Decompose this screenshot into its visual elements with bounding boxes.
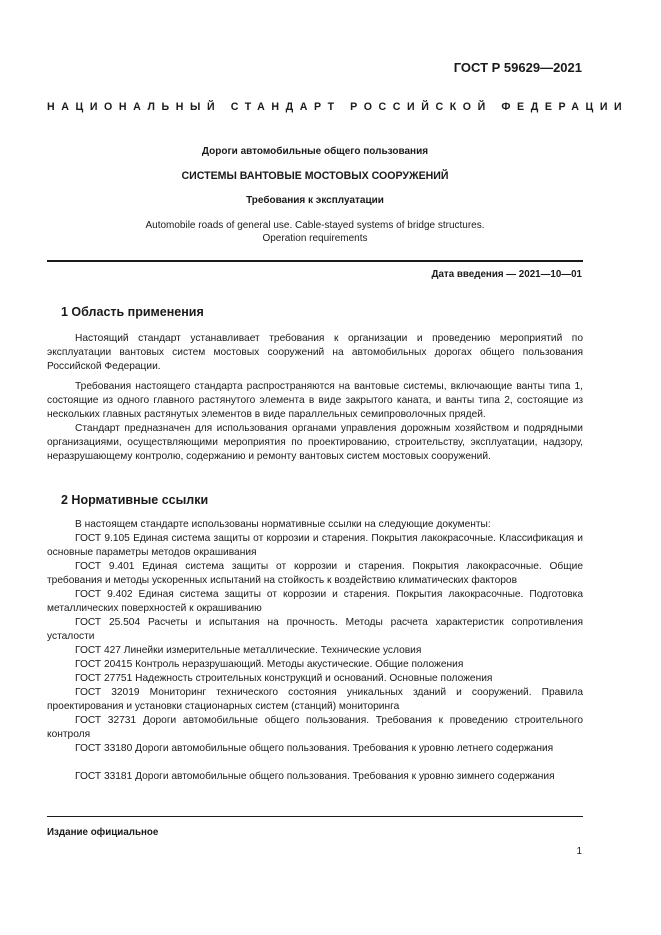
reference-item: ГОСТ 32731 Дороги автомобильные общего пользования. Требования к проведению строительного контроля: [47, 715, 583, 740]
reference-item: ГОСТ 20415 Контроль неразрушающий. Методы акустические. Общие положения: [75, 659, 464, 670]
section-heading: 2 Нормативные ссылки: [61, 493, 209, 507]
reference-item: ГОСТ 27751 Надежность строительных конструкций и оснований. Основные положения: [75, 673, 493, 684]
reference-item: ГОСТ 32019 Мониторинг технического состояния уникальных зданий и сооружений. Правила проектирования и установки стационарных систем (станций) мониторинга: [47, 687, 583, 712]
paragraph: Настоящий стандарт устанавливает требования к организации и проведению мероприятий по эксплуатации вантовых систем мостовых сооружений на автомобильных дорогах общего пользования Российской Федерации.: [47, 333, 583, 372]
national-standard-heading: НАЦИОНАЛЬНЫЙ СТАНДАРТ РОССИЙСКОЙ ФЕДЕРАЦИИ: [47, 101, 629, 113]
paragraph: Стандарт предназначен для использования органами управления дорожным хозяйством и подрядными организациями, осуществляющими мероприятия по проектированию, строительству, эксплуатации, надзору, неразрушающему контролю, содержанию и ремонту вантовых систем мостовых сооружений.: [47, 423, 583, 462]
title-main: СИСТЕМЫ ВАНТОВЫЕ МОСТОВЫХ СООРУЖЕНИЙ: [181, 170, 449, 182]
paragraph: В настоящем стандарте использованы нормативные ссылки на следующие документы:: [75, 519, 491, 530]
paragraph: Требования настоящего стандарта распространяются на вантовые системы, включающие ванты типа 1, состоящие из одного главного растянутого элемента в виде закрытого каната, и ванты типа 2, состоящие из нескольких главных растянутых элементов в виде параллельных семипроволочных прядей.: [47, 381, 583, 420]
title-english-line2: Operation requirements: [262, 233, 368, 244]
reference-item: ГОСТ 25.504 Расчеты и испытания на прочность. Методы расчета характеристик сопротивления усталости: [47, 617, 583, 642]
reference-item: ГОСТ 9.402 Единая система защиты от коррозии и старения. Покрытия лакокрасочные. Подготовка металлических поверхностей к окрашиванию: [47, 589, 583, 614]
reference-item: ГОСТ 427 Линейки измерительные металлические. Технические условия: [75, 645, 422, 656]
section-heading: 1 Область применения: [61, 305, 204, 319]
footer-divider: [47, 816, 583, 817]
standard-code: ГОСТ Р 59629—2021: [453, 60, 582, 75]
edition-label: Издание официальное: [47, 827, 159, 838]
title-roads: Дороги автомобильные общего пользования: [201, 146, 429, 157]
reference-item: ГОСТ 9.401 Единая система защиты от коррозии и старения. Покрытия лакокрасочные. Общие требования и методы ускоренных испытаний на стойкость к воздействию климатических факторов: [47, 561, 583, 586]
reference-item: ГОСТ 33181 Дороги автомобильные общего пользования. Требования к уровню зимнего содержания: [75, 771, 555, 782]
title-requirements: Требования к эксплуатации: [246, 195, 384, 206]
intro-date: Дата введения — 2021—10—01: [431, 269, 582, 280]
reference-item: ГОСТ 9.105 Единая система защиты от коррозии и старения. Покрытия лакокрасочные. Классификация и основные параметры методов окрашивания: [47, 533, 583, 558]
title-english: [47, 219, 583, 245]
reference-item: ГОСТ 33180 Дороги автомобильные общего пользования. Требования к уровню летнего содержания: [75, 743, 554, 754]
title-english-line1: Automobile roads of general use. Cable-stayed systems of bridge structures.: [145, 220, 485, 231]
page-number: 1: [576, 846, 582, 857]
header-divider: [47, 260, 583, 262]
